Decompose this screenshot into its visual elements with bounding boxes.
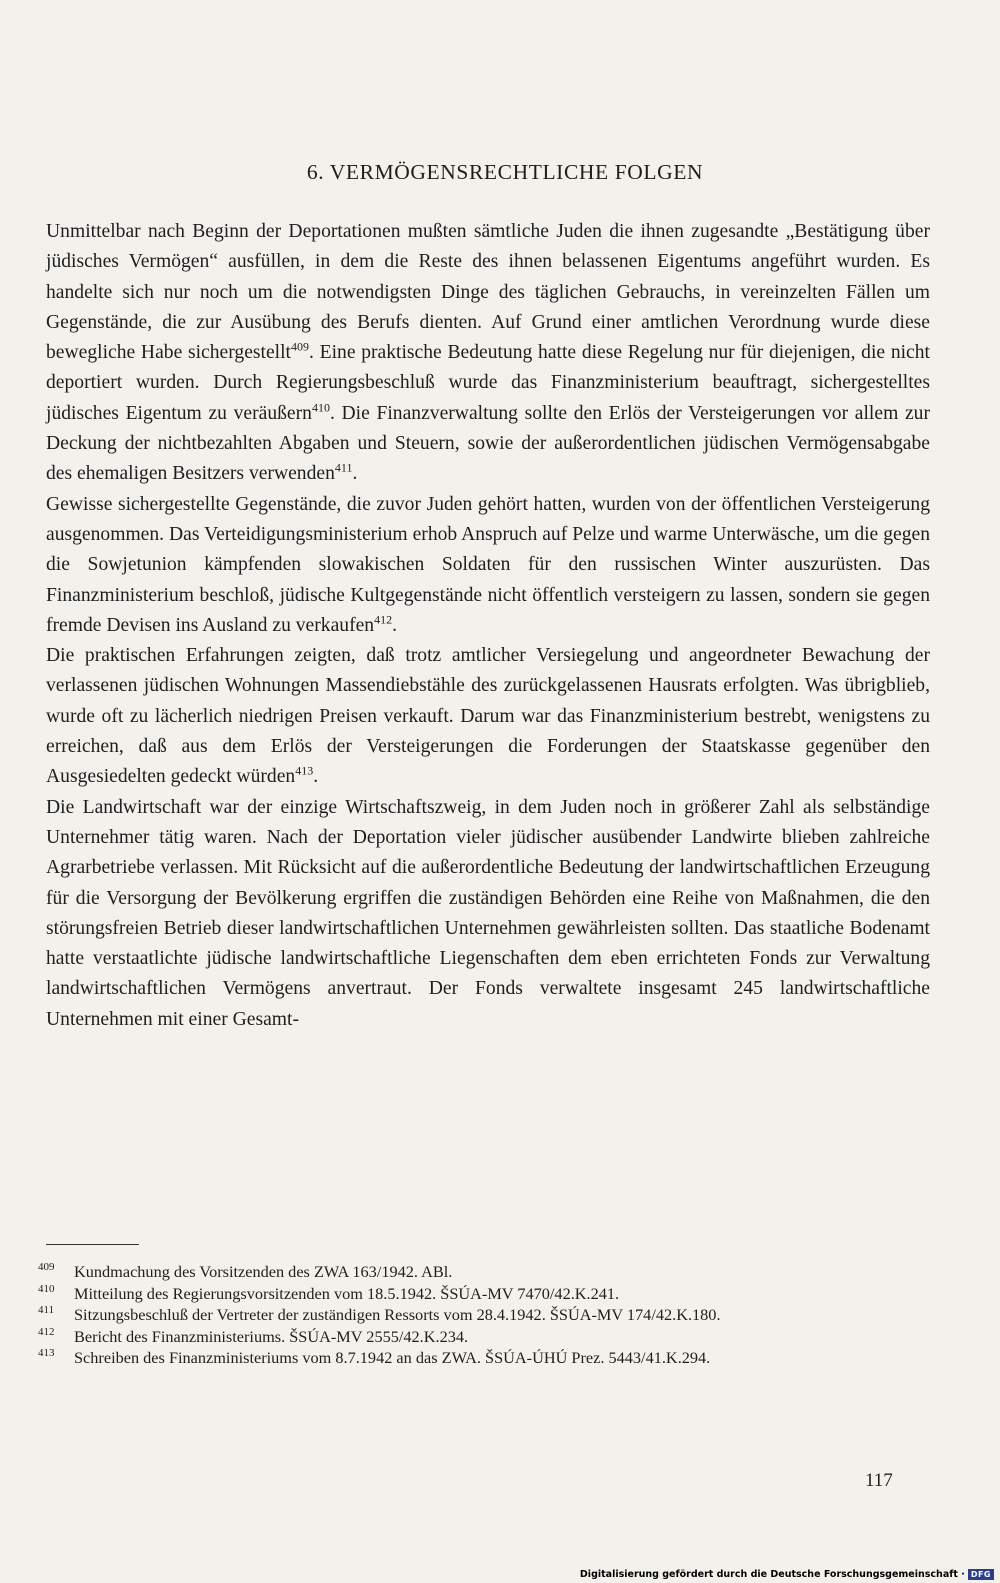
footer-text: Digitalisierung gefördert durch die Deutsche Forschungsgemeinschaft ·	[579, 1568, 965, 1580]
footnote-number: 412	[38, 1325, 55, 1338]
footnote-text: Sitzungsbeschluß der Vertreter der zuständigen Ressorts vom 28.4.1942. ŠSÚA-MV 174/42.K.180.	[74, 1305, 721, 1325]
footnote-ref-411[interactable]: 411	[334, 460, 353, 475]
paragraph-4: Die Landwirtschaft war der einzige Wirtschaftszweig, in dem Juden noch in größerer Zahl als selbständige Unternehmer tätig waren. Nach der Deportation vieler jüdischer ausübender Landwirte blieben zahlreiche Agrarbetriebe verlassen. Mit Rücksicht auf die außerordentliche Bedeutung der landwirtschaftlichen Erzeugung für die Versorgung der Bevölkerung ergriffen die zuständigen Behörden eine Reihe von Maßnahmen, die den störungsfreien Betrieb dieser landwirtschaftlichen Unternehmen gewährleisten sollten. Das staatliche Bodenamt hatte verstaatlichte jüdische landwirtschaftliche Liegenschaften dem eben errichteten Fonds zur Verwaltung landwirtschaftlichen Vermögens anvertraut. Der Fonds verwaltete insgesamt 245 landwirtschaftliche Unternehmen mit einer Gesamt-	[46, 796, 930, 1030]
paragraph-1: Unmittelbar nach Beginn der Deportationen mußten sämtliche Juden die ihnen zugesandte „Bestätigung über jüdisches Vermögen“ ausfüllen, in dem die Reste des ihnen belassenen Eigentums angeführt wurden. Es handelte sich nur noch um die notwendigsten Dinge des täglichen Gebrauchs, in vereinzelten Fällen um Gegenstände, die zur Ausübung des Berufs dienten. Auf Grund einer amtlichen Verordnung wurde diese bewegliche Habe sichergestellt$^{409}$. Eine praktische Bedeutung hatte diese Regelung nur für diejenigen, die nicht deportiert wurden. Durch Regierungsbeschluß wurde das Finanzministerium beauftragt, sichergestelltes jüdisches Eigentum zu veräußern$^{410}$. Die Finanzverwaltung sollte den Erlös der Versteigerungen vor allem zur Deckung der nichtbezahlten Abgaben und Steuern, sowie der außerordentlichen jüdischen Vermögensabgabe des ehemaligen Besitzers verwenden$^{411}$.	[46, 221, 930, 485]
footnote-412	[38, 1326, 922, 1348]
digitization-footer	[580, 1567, 994, 1581]
paragraph-2: Gewisse sichergestellte Gegenstände, die zuvor Juden gehört hatten, wurden von der öffentlichen Versteigerung ausgenommen. Das Verteidigungsministerium erhob Anspruch auf Pelze und warme Unterwäsche, um die gegen die Sowjetunion kämpfenden slowakischen Soldaten für den russischen Winter auszurüsten. Das Finanzministerium beschloß, jüdische Kultgegenstände nicht öffentlich versteigern zu lassen, sondern sie gegen fremde Devisen ins Ausland zu verkaufen$^{412}$.	[46, 493, 930, 636]
footnote-text: Kundmachung des Vorsitzenden des ZWA 163/1942. ABl.	[74, 1262, 453, 1281]
footnote-number: 411	[38, 1304, 55, 1317]
footnote-410	[38, 1283, 922, 1305]
footnote-text: Bericht des Finanzministeriums. ŠSÚA-MV 2555/42.K.234.	[74, 1326, 469, 1346]
footnote-number: 410	[38, 1282, 55, 1295]
footnote-text: Schreiben des Finanzministeriums vom 8.7.1942 an das ZWA. ŠSÚA-ÚHÚ Prez. 5443/41.K.294.	[74, 1348, 711, 1368]
dfg-logo: DFG	[968, 1569, 994, 1580]
paragraph-3: Die praktischen Erfahrungen zeigten, daß trotz amtlicher Versiegelung und angeordneter Bewachung der verlassenen jüdischen Wohnungen Massendiebstähle des zurückgelassenen Hausrats erfolgten. Was übrigblieb, wurde oft zu lächerlich niedrigen Preisen verkauft. Darum war das Finanzministerium bestrebt, wenigstens zu erreichen, daß aus dem Erlös der Versteigerungen die Forderungen der Staatskasse gegenüber den Ausgesiedelten gedeckt würden$^{413}$.	[46, 645, 930, 788]
footnote-ref-409[interactable]: 409	[291, 339, 309, 354]
footnote-409	[38, 1261, 922, 1283]
footnote-number: 409	[38, 1261, 55, 1273]
footnote-411	[38, 1304, 922, 1326]
footnotes	[38, 1261, 922, 1369]
footnote-413	[38, 1347, 922, 1369]
footnote-divider	[46, 1244, 139, 1245]
footnote-ref-410[interactable]: 410	[311, 400, 330, 415]
footnote-ref-412[interactable]: 412	[374, 612, 393, 627]
body-text	[46, 217, 930, 1035]
footnote-number: 413	[38, 1347, 55, 1360]
page-number: 117	[865, 1470, 893, 1491]
footnote-text: Mitteilung des Regierungsvorsitzenden vom 18.5.1942. ŠSÚA-MV 7470/42.K.241.	[74, 1283, 620, 1303]
footnote-ref-413[interactable]: 413	[295, 763, 314, 778]
chapter-heading: 6. VERMÖGENSRECHTLICHE FOLGEN	[306, 160, 704, 184]
